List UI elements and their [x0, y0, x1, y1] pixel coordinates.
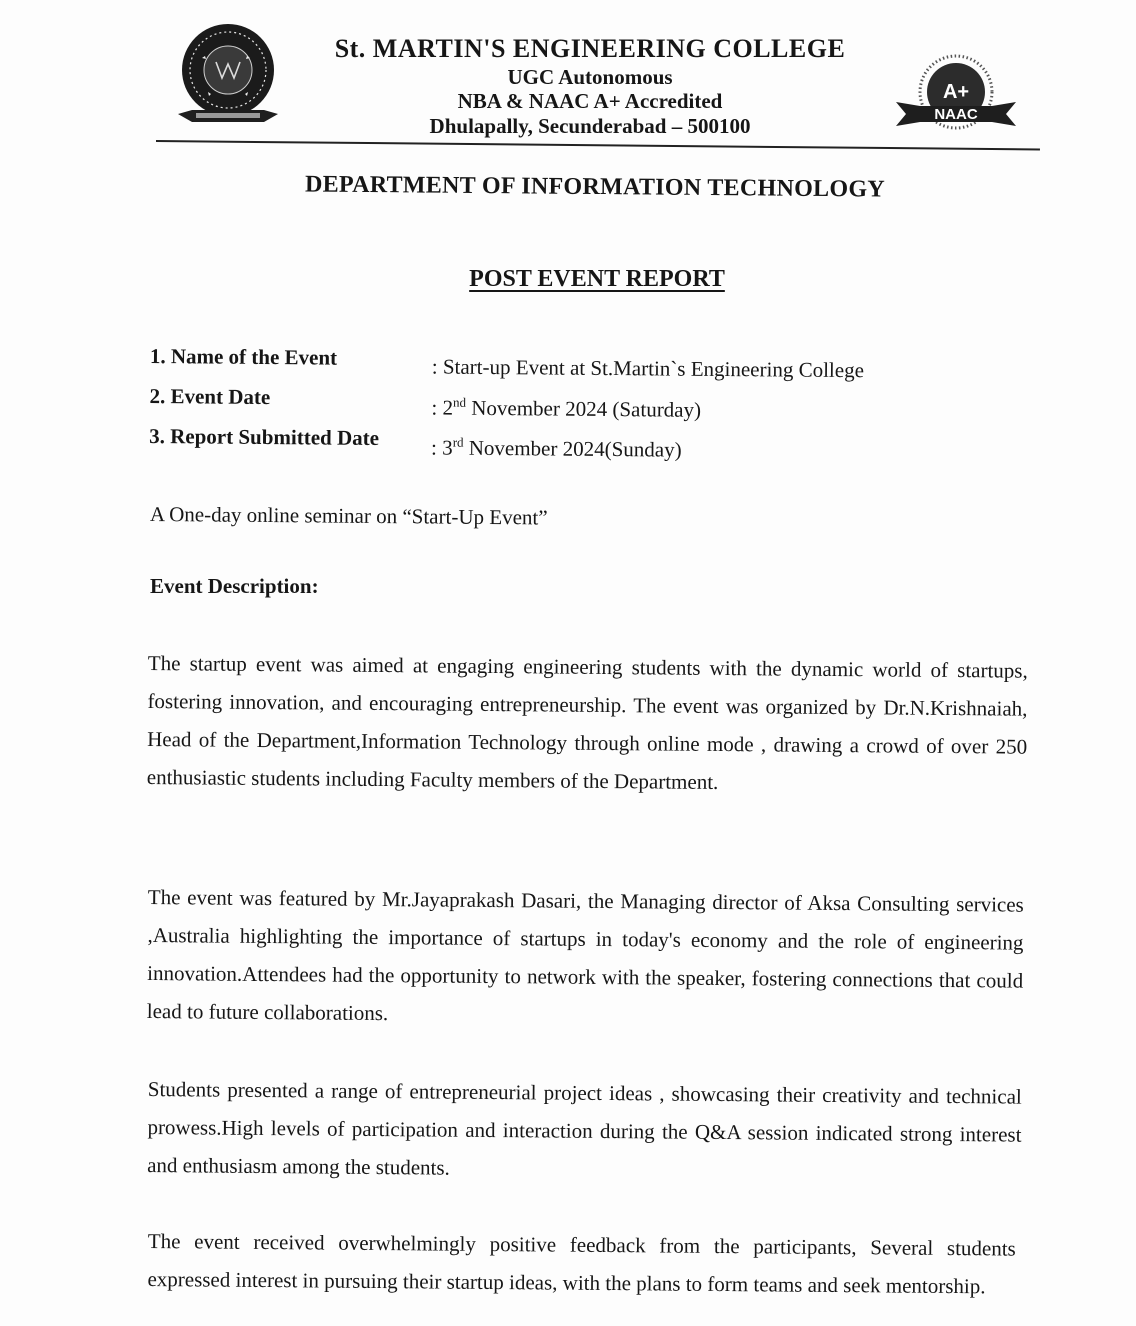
- accreditation-line: NBA & NAAC A+ Accredited: [457, 89, 723, 114]
- date-rest: November 2024(Sunday): [463, 435, 682, 462]
- paragraph: The event received overwhelmingly positive feedback from the participants, Several students expressed interest in pursuing their startup ideas, with the plans to form teams and seek mentorship.: [147, 1228, 1016, 1299]
- date-day: : 2: [431, 395, 454, 420]
- paragraph: The startup event was aimed at engaging engineering students with the dynamic world of startups, fostering innovation, and encouraging entrepreneurship. The event was organized by Dr.N.Krishnaiah, Head of the Department,Information Technology through online mode , drawing a crowd of over 250 enthusiastic students including Faculty members of the Department.: [146, 650, 1028, 794]
- date-ordinal: nd: [453, 394, 467, 410]
- event-description-heading: Event Description:: [150, 574, 319, 598]
- college-header: [300, 34, 880, 139]
- detail-label: 1. Name of the Event: [149, 344, 338, 370]
- naac-badge-icon: [892, 50, 1020, 142]
- department-title: DEPARTMENT OF INFORMATION TECHNOLOGY: [304, 171, 886, 203]
- detail-label: 3. Report Submitted Date: [149, 423, 380, 451]
- naac-grade-text: A+: [942, 81, 970, 103]
- date-ordinal: rd: [452, 434, 464, 450]
- event-details: [149, 344, 970, 471]
- college-address: Dhulapally, Secunderabad – 500100: [429, 114, 751, 139]
- naac-label-text: NAAC: [934, 106, 978, 123]
- college-name: St. MARTIN'S ENGINEERING COLLEGE: [334, 34, 846, 63]
- detail-value: : Start-up Event at St.Martin`s Engineering College: [431, 354, 865, 383]
- report-title-text: POST EVENT REPORT: [469, 266, 725, 292]
- report-title: [300, 266, 894, 293]
- detail-row-submitted-date: [149, 424, 969, 471]
- intro-line: A One-day online seminar on “Start-Up Event”: [149, 502, 548, 530]
- detail-value: [431, 394, 701, 422]
- detail-value: [431, 434, 682, 462]
- autonomy-status: UGC Autonomous: [507, 64, 673, 89]
- date-rest: November 2024 (Saturday): [465, 395, 702, 422]
- paragraph: Students presented a range of entrepreneurial project ideas , showcasing their creativity and technical prowess.High levels of participation and interaction during the Q&A session indicated strong interest and enthusiasm among the students.: [147, 1076, 1022, 1180]
- detail-label: 2. Event Date: [149, 383, 271, 410]
- paragraph: The event was featured by Mr.Jayaprakash Dasari, the Managing director of Aksa Consulting services ,Australia highlighting the importance of startups in today's economy and the role of engineering innovation.Attendees had the opportunity to network with the speaker, fostering connections that could lead to future collaborations.: [146, 884, 1024, 1026]
- date-day: : 3: [431, 435, 453, 460]
- college-emblem-icon: [172, 22, 284, 132]
